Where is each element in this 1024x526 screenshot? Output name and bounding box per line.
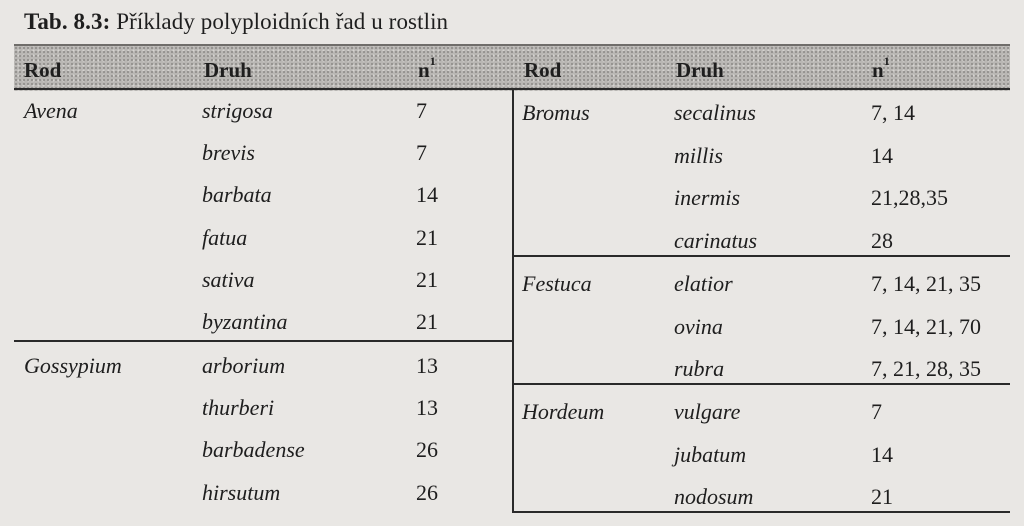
caption-label: Tab. 8.3: — [24, 9, 111, 34]
right-header-n-sup: 1 — [883, 54, 890, 68]
right-druh-cell: inermis — [674, 185, 740, 210]
table-caption — [24, 9, 448, 35]
right-n-cell: 21 — [871, 484, 893, 509]
column-divider — [512, 88, 514, 512]
left-druh-cell: sativa — [202, 267, 255, 292]
right-druh-cell: millis — [674, 143, 723, 168]
right-druh-cell: secalinus — [674, 100, 756, 125]
left-n-cell: 13 — [416, 353, 438, 378]
left-n-cell: 7 — [416, 140, 427, 165]
left-n-cell: 21 — [416, 225, 438, 250]
left-group-rule — [14, 340, 512, 342]
left-header-druh: Druh — [204, 58, 252, 82]
left-druh-cell: thurberi — [202, 395, 275, 420]
right-n-cell: 7, 14, 21, 35 — [871, 271, 981, 296]
left-druh-cell: fatua — [202, 225, 248, 250]
table-header-band — [14, 44, 1010, 91]
right-druh-cell: ovina — [674, 314, 723, 339]
left-header-rod: Rod — [24, 58, 62, 82]
right-group-rule-1 — [514, 255, 1010, 257]
caption-text: Příklady polyploidních řad u rostlin — [116, 9, 449, 34]
left-n-cell: 13 — [416, 395, 438, 420]
right-druh-cell: nodosum — [674, 484, 754, 509]
left-n-cell: 21 — [416, 267, 438, 292]
right-n-cell: 14 — [871, 442, 893, 467]
left-druh-cell: barbadense — [202, 437, 305, 462]
left-druh-cell: brevis — [202, 140, 255, 165]
left-druh-cell: barbata — [202, 182, 272, 207]
right-rod-cell: Bromus — [522, 100, 590, 125]
right-rod-cell: Festuca — [522, 271, 592, 296]
right-druh-cell: carinatus — [674, 228, 758, 253]
left-druh-cell: hirsutum — [202, 480, 281, 505]
right-n-cell: 7, 14 — [871, 100, 915, 125]
right-bottom-rule — [512, 511, 1010, 513]
left-n-cell: 21 — [416, 309, 438, 334]
left-n-cell: 14 — [416, 182, 438, 207]
left-rod-cell: Gossypium — [24, 353, 122, 378]
right-n-cell: 21,28,35 — [871, 185, 948, 210]
right-n-cell: 7 — [871, 399, 882, 424]
right-druh-cell: rubra — [674, 356, 725, 381]
left-druh-cell: arborium — [202, 353, 286, 378]
right-n-cell: 14 — [871, 143, 893, 168]
right-rod-cell: Hordeum — [522, 399, 605, 424]
right-druh-cell: vulgare — [674, 399, 741, 424]
left-rod-cell: Avena — [24, 98, 78, 123]
right-group-rule-2 — [514, 383, 1010, 385]
left-n-cell: 26 — [416, 437, 438, 462]
right-header-rod: Rod — [524, 58, 562, 82]
left-header-n — [418, 54, 436, 83]
right-druh-cell: elatior — [674, 271, 733, 296]
left-n-cell: 26 — [416, 480, 438, 505]
left-header-n-sup: 1 — [429, 54, 436, 68]
left-druh-cell: strigosa — [202, 98, 273, 123]
left-n-cell: 7 — [416, 98, 427, 123]
right-druh-cell: jubatum — [674, 442, 747, 467]
left-druh-cell: byzantina — [202, 309, 288, 334]
left-header-n-text: n — [418, 58, 430, 82]
right-header-n — [872, 54, 890, 83]
right-header-druh: Druh — [676, 58, 724, 82]
right-n-cell: 28 — [871, 228, 893, 253]
right-n-cell: 7, 21, 28, 35 — [871, 356, 981, 381]
right-n-cell: 7, 14, 21, 70 — [871, 314, 981, 339]
right-header-n-text: n — [872, 58, 884, 82]
